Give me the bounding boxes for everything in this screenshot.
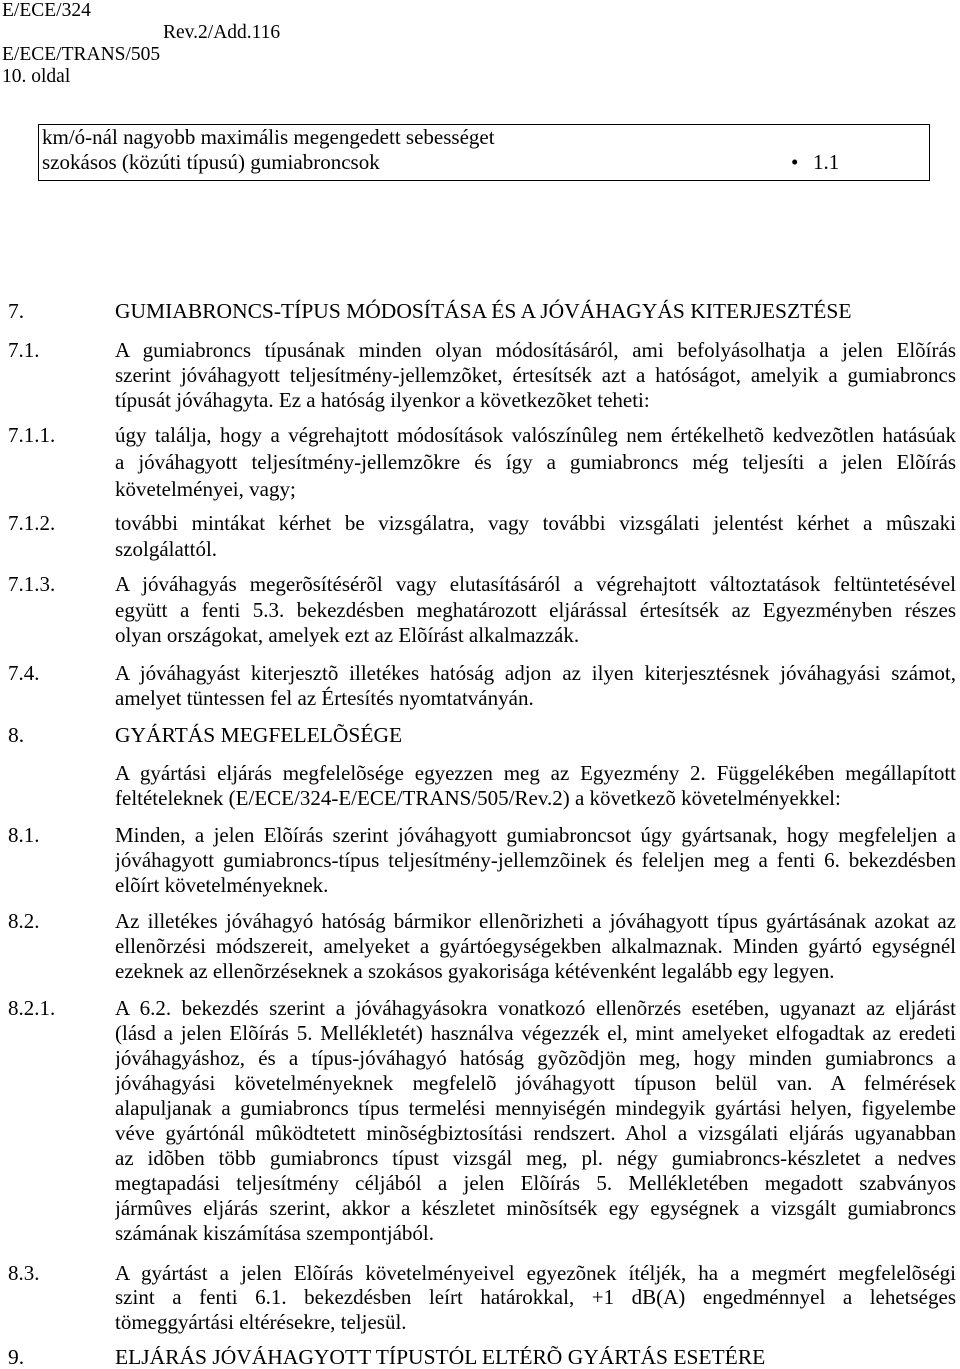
paragraph-line: együtt a fenti 5.3. bekezdésben meghatározott eljárással értesítsék az Egyezményben részes — [115, 597, 956, 622]
paragraph-number: 8.3. — [8, 1260, 40, 1285]
paragraph-line: (lásd a jelen Elõírás 5. Mellékletét) használva végezzék el, mint amelyeket elfogadtak az eredeti — [115, 1020, 956, 1045]
paragraph-number: 7.4. — [8, 660, 40, 685]
paragraph-line: elõírt követelményeknek. — [115, 872, 329, 897]
section-heading: ELJÁRÁS JÓVÁHAGYOTT TÍPUSTÓL ELTÉRÕ GYÁRTÁS ESETÉRE — [115, 1346, 766, 1368]
paragraph-line: olyan országokat, amelyek ezt az Elõírást alkalmazzák. — [115, 623, 580, 648]
paragraph-line: ezeknek az ellenõrzéseknek a szokásos gyakorisága kétévenként legalább egy legyen. — [115, 958, 835, 983]
paragraph-line: ellenõrzési módszereit, amelyeket a gyártóegységekben alkalmaznak. Minden gyártó egységnél — [115, 933, 956, 958]
paragraph-number: 7.1. — [8, 337, 40, 362]
bullet-icon: • — [791, 150, 799, 174]
paragraph-number: 8.2.1. — [8, 995, 56, 1020]
section-number: 9. — [8, 1345, 25, 1369]
box-reference: 1.1 — [813, 150, 840, 174]
paragraph-line: szint a fenti 6.1. bekezdésben leírt határokkal, +1 dB(A) engedménnyel a lehetséges — [115, 1285, 956, 1310]
document-symbol-trans: E/ECE/TRANS/505 — [2, 44, 161, 65]
box-line: km/ó-nál nagyobb maximális megengedett sebességet — [42, 125, 495, 149]
paragraph-line: alapuljanak a gumiabroncs típus termelési mennyiségén mindegyik gyártási helyen, figyelembe — [115, 1095, 956, 1120]
paragraph-line: A gumiabroncs típusának minden olyan módosításáról, ami befolyásolhatja a jelen Elõírás — [115, 337, 956, 362]
document-revision: Rev.2/Add.116 — [163, 22, 281, 43]
paragraph-line: számának kiszámítása szempontjából. — [115, 1220, 434, 1245]
paragraph-line: úgy találja, hogy a végrehajtott módosítások valószínûleg nem értékelhetõ kedvezõtlen hatásúak — [115, 422, 956, 447]
box-line: szokásos (közúti típusú) gumiabroncsok — [42, 150, 380, 174]
paragraph-line: A jóváhagyás megerõsítésérõl vagy elutasításáról a végrehajtott változtatások feltüntetésével — [115, 572, 956, 597]
paragraph-line: jármûves eljárás szerint, akkor a készletet minõsítsék egy egységnek a vizsgált gumiabroncs — [115, 1195, 956, 1220]
paragraph-number: 7.1.2. — [8, 511, 56, 535]
section-number: 8. — [8, 722, 25, 747]
paragraph-line: véve gyártónál mûködtetett minõségbiztosítási rendszert. Ahol a vizsgálati eljárás ugyanabban — [115, 1120, 956, 1145]
paragraph-line: A gyártási eljárás megfelelõsége egyezzen meg az Egyezmény 2. Függelékében megállapított — [115, 760, 956, 785]
paragraph-line: jóváhagyott gumiabroncs-típus teljesítmény-jellemzõinek és feleljen meg a fenti 6. bekezdésben — [115, 847, 956, 872]
paragraph-line: A gyártást a jelen Elõírás követelményeivel egyezõnek ítéljék, ha a megmért megfelelõségi — [115, 1260, 956, 1285]
paragraph-number: 7.1.3. — [8, 572, 56, 597]
paragraph-line: a jóváhagyott teljesítmény-jellemzõkre és így a gumiabroncs még teljesíti a jelen Elõírás — [115, 449, 956, 474]
paragraph-number: 8.2. — [8, 908, 40, 933]
paragraph-line: szerint jóváhagyott teljesítmény-jellemzõket, értesítsék azt a hatóságot, amelyik a gumiabroncs — [115, 362, 956, 387]
paragraph-line: Az illetékes jóváhagyó hatóság bármikor ellenõrizheti a jóváhagyott típus gyártásának azokat az — [115, 908, 956, 933]
paragraph-number: 7.1.1. — [8, 422, 56, 447]
paragraph-line: feltételeknek (E/ECE/324-E/ECE/TRANS/505/Rev.2) a következõ követelményekkel: — [115, 785, 841, 810]
paragraph-line: szolgálattól. — [115, 537, 218, 561]
paragraph-line: amelyet tüntessen fel az Értesítés nyomtatványán. — [115, 685, 534, 710]
paragraph-number: 8.1. — [8, 822, 40, 847]
paragraph-line: tömeggyártási eltérésekre, teljesül. — [115, 1309, 407, 1334]
paragraph-line: jóváhagyáshoz, és a típus-jóváhagyó hatóság gyõzõdjön meg, hogy minden gumiabroncs a — [115, 1045, 956, 1070]
paragraph-line: megtapadási teljesítmény céljából a jelen Elõírás 5. Mellékletében megadott szabványos — [115, 1170, 956, 1195]
section-heading: GYÁRTÁS MEGFELELÕSÉGE — [115, 722, 403, 747]
paragraph-line: A jóváhagyást kiterjesztõ illetékes hatóság adjon az ilyen kiterjesztésnek jóváhagyási számot, — [115, 660, 956, 685]
paragraph-line: követelményei, vagy; — [115, 476, 296, 501]
document-symbol: E/ECE/324 — [2, 0, 91, 21]
paragraph-line: típusát jóváhagyta. Ez a hatóság ilyenkor a következõket teheti: — [115, 387, 650, 412]
paragraph-line: az idõben több gumiabroncs típust vizsgál meg, pl. négy gumiabroncs-készletet a nedves — [115, 1145, 956, 1170]
paragraph-line: Minden, a jelen Elõírás szerint jóváhagyott gumiabroncsot úgy gyártsanak, hogy megfeleljen a — [115, 822, 956, 847]
paragraph-line: A 6.2. bekezdés szerint a jóváhagyásokra vonatkozó ellenõrzés esetében, ugyanazt az eljárást — [115, 995, 956, 1020]
paragraph-line: jóváhagyási követelményeknek megfelelõ jóváhagyott típuson belül van. A felmérések — [115, 1070, 956, 1095]
section-heading: GUMIABRONCS-TÍPUS MÓDOSÍTÁSA ÉS A JÓVÁHAGYÁS KITERJESZTÉSE — [115, 298, 852, 323]
section-number: 7. — [8, 298, 25, 323]
page-number: 10. oldal — [2, 66, 71, 87]
paragraph-line: további mintákat kérhet be vizsgálatra, vagy további vizsgálati jelentést kérhet a mûszaki — [115, 511, 956, 535]
summary-box — [38, 124, 930, 181]
